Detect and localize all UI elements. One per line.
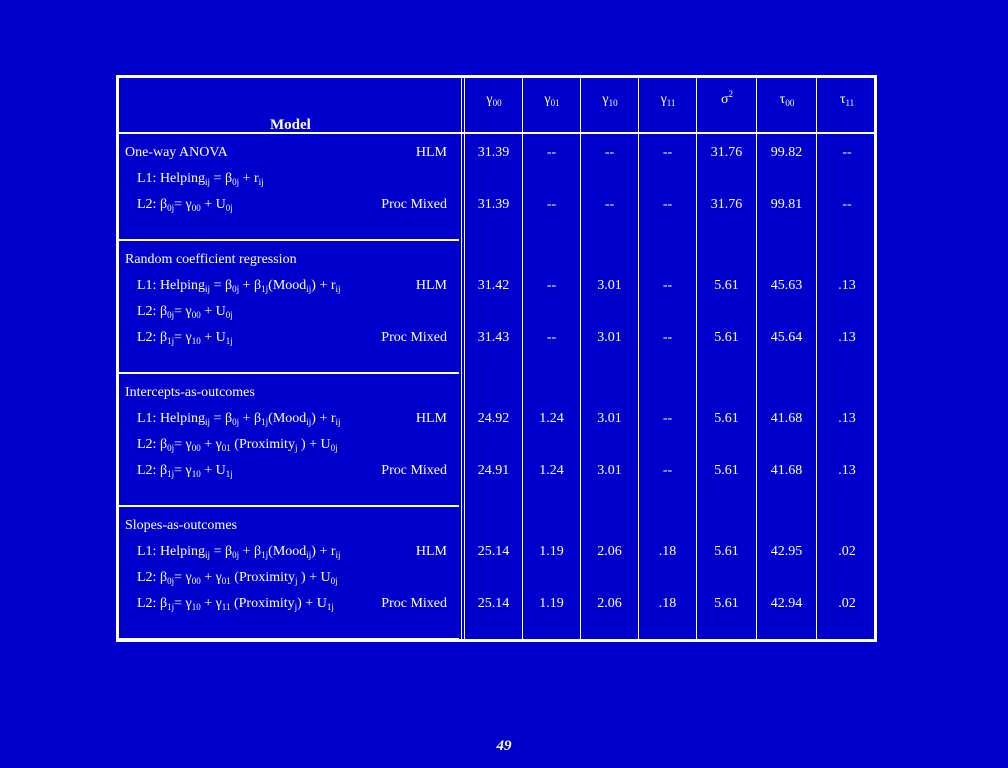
table-cell: 1.19: [539, 544, 564, 559]
table-cell: 1.24: [539, 463, 564, 478]
table-cell: --: [662, 463, 673, 478]
table-cell: --: [662, 411, 673, 426]
table-cell: 3.01: [597, 330, 622, 345]
table-cell: 42.95: [770, 544, 803, 559]
column-header-gamma01: $\gamma_{01}$: [544, 92, 560, 108]
table-cell: 45.64: [770, 330, 803, 345]
table-cell: 25.14: [477, 596, 510, 611]
table-divider: [119, 132, 877, 134]
method-label: HLM: [415, 278, 447, 293]
table-cell: 31.42: [477, 278, 510, 293]
table-cell: 41.68: [770, 463, 803, 478]
equation: L2: $\beta_{0j}= \gamma_{00} + \gamma_{01}$ (Proximity$_j$ ) + $U_{0j}$: [137, 437, 338, 453]
table-cell: 24.92: [477, 411, 510, 426]
table-cell: --: [842, 145, 852, 160]
table-cell: 1.24: [539, 411, 564, 426]
table-cell: 99.82: [770, 145, 803, 160]
column-header-gamma10: $\gamma_{10}$: [602, 92, 618, 108]
section-title: Intercepts-as-outcomes: [125, 385, 255, 400]
method-label: HLM: [415, 411, 447, 426]
column-header-tau11: $\tau_{11}$: [839, 92, 855, 108]
equation: L2: $\beta_{1j}= \gamma_{10} + U_{1j}$: [137, 330, 233, 346]
table-cell: --: [604, 145, 615, 160]
equation: L2: $\beta_{1j}= \gamma_{10} + \gamma_{11}$ (Proximity$_j$) + $U_{1j}$: [137, 596, 334, 612]
equation: L2: $\beta_{0j}= \gamma_{00} + U_{0j}$: [137, 304, 233, 320]
table-cell: 24.91: [477, 463, 510, 478]
table-cell: --: [662, 278, 673, 293]
table-cell: 42.94: [770, 596, 803, 611]
section-title: One-way ANOVA: [125, 145, 228, 160]
table-cell: 31.39: [477, 145, 510, 160]
table-cell: 31.76: [710, 145, 743, 160]
method-label: Proc Mixed: [381, 463, 447, 478]
table-cell: 2.06: [597, 544, 622, 559]
table-cell: 3.01: [597, 411, 622, 426]
column-header-gamma11: $\gamma_{11}$: [660, 92, 676, 108]
table-cell: 5.61: [714, 278, 739, 293]
table-cell: 25.14: [477, 544, 510, 559]
table-cell: .13: [838, 330, 856, 345]
method-label: Proc Mixed: [381, 197, 447, 212]
model-header: Model: [270, 117, 311, 133]
table-divider: [119, 638, 459, 640]
table-cell: 3.01: [597, 463, 622, 478]
table-cell: --: [546, 278, 557, 293]
column-divider: [461, 78, 462, 642]
method-label: HLM: [415, 544, 447, 559]
table-cell: 2.06: [597, 596, 622, 611]
table-cell: .13: [838, 411, 856, 426]
column-header-tau00: $\tau_{00}$: [779, 92, 795, 108]
table-cell: --: [546, 197, 557, 212]
equation: L2: $\beta_{0j}= \gamma_{00} + U_{0j}$: [137, 197, 233, 213]
table-cell: --: [662, 145, 673, 160]
equation: L1: Helping$_{ij}$ = $\beta_{0j}$ + $\beta_{1j}(Mood_{ij}) + r_{ij}$: [137, 544, 341, 560]
table-cell: 31.43: [477, 330, 510, 345]
table-cell: .18: [658, 596, 677, 611]
method-label: HLM: [415, 145, 447, 160]
table-cell: 31.76: [710, 197, 743, 212]
table-divider: [119, 239, 459, 241]
table-cell: 99.81: [770, 197, 803, 212]
section-title: Slopes-as-outcomes: [125, 518, 237, 533]
column-header-gamma00: $\gamma_{00}$: [486, 92, 502, 108]
table-cell: 3.01: [597, 278, 622, 293]
results-table: [116, 75, 877, 642]
column-header-sigma2: $\sigma^2$: [720, 89, 734, 107]
table-cell: 45.63: [770, 278, 803, 293]
table-cell: 5.61: [714, 411, 739, 426]
table-cell: .18: [658, 544, 677, 559]
method-label: Proc Mixed: [381, 330, 447, 345]
table-cell: --: [546, 145, 557, 160]
table-cell: 5.61: [714, 596, 739, 611]
equation: L1: Helping$_{ij}$ = $\beta_{0j} + r_{ij}$: [137, 171, 264, 187]
table-cell: 41.68: [770, 411, 803, 426]
table-cell: 5.61: [714, 463, 739, 478]
section-title: Random coefficient regression: [125, 252, 297, 267]
method-label: Proc Mixed: [381, 596, 447, 611]
table-cell: 31.39: [477, 197, 510, 212]
equation: L2: $\beta_{0j}= \gamma_{00} + \gamma_{01}$ (Proximity$_j$ ) + $U_{0j}$: [137, 570, 338, 586]
table-cell: .13: [838, 463, 856, 478]
equation: L1: Helping$_{ij}$ = $\beta_{0j}$ + $\beta_{1j}(Mood_{ij}) + r_{ij}$: [137, 411, 341, 427]
table-cell: --: [546, 330, 557, 345]
equation: L1: Helping$_{ij}$ = $\beta_{0j}$ + $\beta_{1j}(Mood_{ij}) + r_{ij}$: [137, 278, 341, 294]
page-number: 49: [496, 738, 512, 754]
table-cell: --: [662, 197, 673, 212]
table-cell: 5.61: [714, 330, 739, 345]
table-cell: .02: [838, 544, 856, 559]
table-cell: 1.19: [539, 596, 564, 611]
table-cell: --: [662, 330, 673, 345]
table-divider: [119, 505, 459, 507]
equation: L2: $\beta_{1j}= \gamma_{10} + U_{1j}$: [137, 463, 233, 479]
table-cell: --: [842, 197, 852, 212]
table-cell: --: [604, 197, 615, 212]
table-cell: .13: [838, 278, 856, 293]
table-cell: .02: [838, 596, 856, 611]
table-divider: [119, 372, 459, 374]
table-cell: 5.61: [714, 544, 739, 559]
